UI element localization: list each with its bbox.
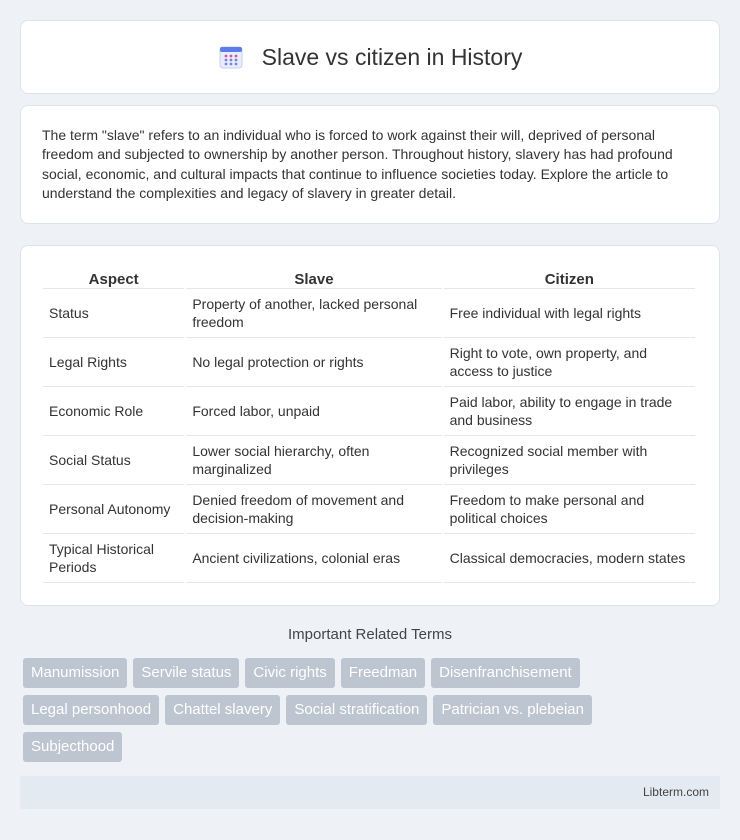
slave-cell: Lower social hierarchy, often marginalized <box>186 436 441 485</box>
column-header-slave: Slave <box>186 265 441 289</box>
related-term-tag[interactable]: Civic rights <box>245 658 334 688</box>
slave-cell: Denied freedom of movement and decision-making <box>186 485 441 534</box>
related-term-tag[interactable]: Servile status <box>133 658 239 688</box>
comparison-table <box>41 265 697 583</box>
header-card <box>20 20 720 94</box>
aspect-cell: Personal Autonomy <box>43 485 184 534</box>
related-term-tag[interactable]: Disenfranchisement <box>431 658 580 688</box>
page-title: Slave vs citizen in History <box>261 43 523 70</box>
slave-cell: No legal protection or rights <box>186 338 441 387</box>
aspect-cell: Status <box>43 289 184 338</box>
related-term-tag[interactable]: Subjecthood <box>23 732 122 762</box>
related-term-tag[interactable]: Legal personhood <box>23 695 159 725</box>
related-term-tag[interactable]: Manumission <box>23 658 127 688</box>
aspect-cell: Legal Rights <box>43 338 184 387</box>
related-terms-heading: Important Related Terms <box>288 626 452 643</box>
intro-text: The term "slave" refers to an individual who is forced to work against their will, deprived of personal freedom and subjected to ownership by another person. Throughout history, slavery has had profound social, economic, and cultural impacts that continue to influence societies today. Explore the article to understand the complexities and legacy of slavery in greater detail. <box>42 127 673 202</box>
table-row <box>43 387 695 436</box>
citizen-cell: Classical democracies, modern states <box>444 534 695 583</box>
slave-cell: Property of another, lacked personal freedom <box>186 289 441 338</box>
citizen-cell: Paid labor, ability to engage in trade and business <box>444 387 695 436</box>
slave-cell: Ancient civilizations, colonial eras <box>186 534 441 583</box>
citizen-cell: Right to vote, own property, and access to justice <box>444 338 695 387</box>
related-term-tag[interactable]: Freedman <box>341 658 425 688</box>
citizen-cell: Free individual with legal rights <box>444 289 695 338</box>
related-terms-list <box>23 658 683 762</box>
table-row <box>43 485 695 534</box>
table-row <box>43 289 695 338</box>
title-wrap <box>218 44 523 71</box>
table-row <box>43 338 695 387</box>
related-term-tag[interactable]: Chattel slavery <box>165 695 280 725</box>
aspect-cell: Economic Role <box>43 387 184 436</box>
related-term-tag[interactable]: Patrician vs. plebeian <box>433 695 592 725</box>
related-term-tag[interactable]: Social stratification <box>286 695 427 725</box>
table-grid-icon <box>218 44 244 70</box>
aspect-cell: Typical Historical Periods <box>43 534 184 583</box>
footer <box>20 776 720 809</box>
citizen-cell: Recognized social member with privileges <box>444 436 695 485</box>
table-row <box>43 436 695 485</box>
footer-site-link[interactable]: Libterm.com <box>642 785 709 799</box>
aspect-cell: Social Status <box>43 436 184 485</box>
table-header-row <box>43 265 695 289</box>
intro-card <box>20 105 720 224</box>
comparison-table-card <box>20 245 720 606</box>
column-header-aspect: Aspect <box>43 265 184 289</box>
table-row <box>43 534 695 583</box>
column-header-citizen: Citizen <box>444 265 695 289</box>
citizen-cell: Freedom to make personal and political choices <box>444 485 695 534</box>
slave-cell: Forced labor, unpaid <box>186 387 441 436</box>
